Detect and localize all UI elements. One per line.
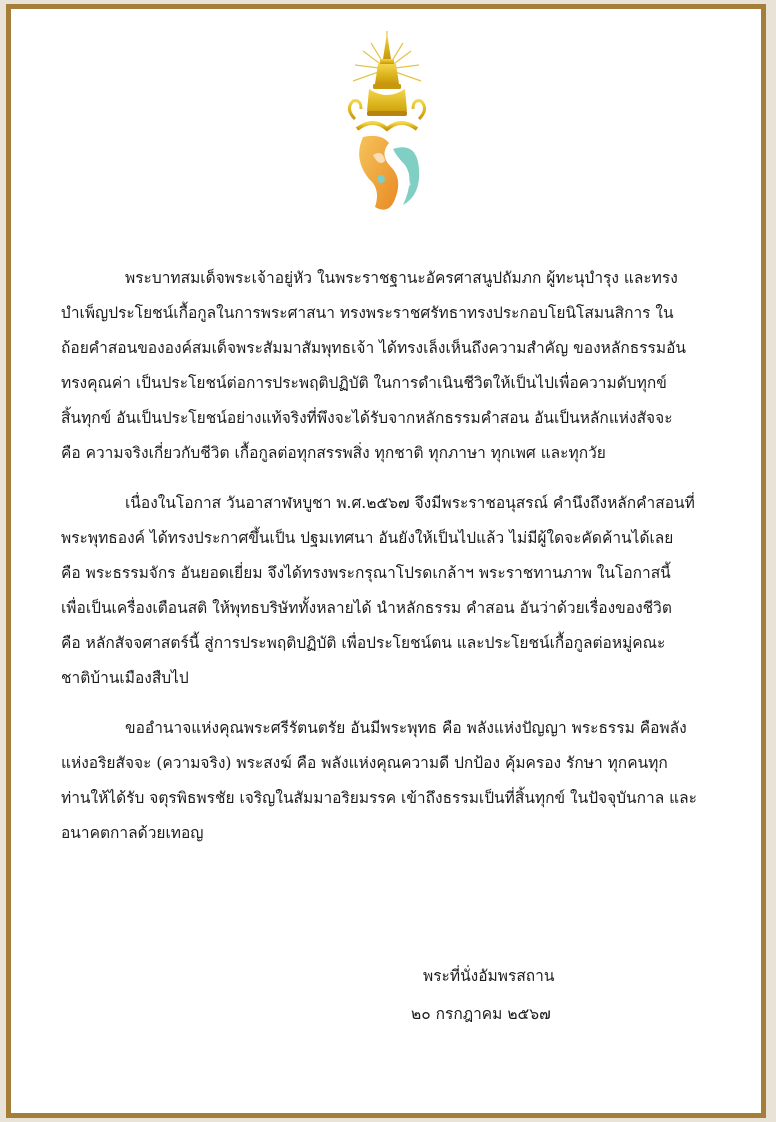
- paragraph-1: [61, 261, 721, 471]
- text-line: คือ พระธรรมจักร อันยอดเยี่ยม จึงได้ทรงพระกรุณาโปรดเกล้าฯ พระราชทานภาพ ในโอกาสนี้: [61, 564, 671, 582]
- letter-body: [61, 261, 721, 851]
- text-line: คือ ความจริงเกี่ยวกับชีวิต เกื้อกูลต่อทุกสรรพสิ่ง ทุกชาติ ทุกภาษา ทุกเพศ และทุกวัย: [61, 444, 606, 462]
- text-line: คือ หลักสัจจศาสตร์นี้ สู่การประพฤติปฏิบัติ เพื่อประโยชน์ตน และประโยชน์เกื้อกูลต่อหมู่คณะ: [61, 634, 666, 652]
- text-line: ถ้อยคำสอนขององค์สมเด็จพระสัมมาสัมพุทธเจ้า ได้ทรงเล็งเห็นถึงความสำคัญ ของหลักธรรมอัน: [61, 339, 686, 357]
- text-line: ทรงคุณค่า เป็นประโยชน์ต่อการประพฤติปฏิบัติ ในการดำเนินชีวิตให้เป็นไปเพื่อความดับทุกข์: [61, 374, 667, 392]
- text-line: แห่งอริยสัจจะ (ความจริง) พระสงฆ์ คือ พลังแห่งคุณความดี ปกป้อง คุ้มครอง รักษา ทุกคนทุก: [61, 754, 668, 772]
- paragraph-2: [61, 486, 721, 696]
- text-line: ขออำนาจแห่งคุณพระศรีรัตนตรัย อันมีพระพุทธ คือ พลังแห่งปัญญา พระธรรม คือพลัง: [125, 719, 687, 737]
- royal-emblem-icon: [333, 29, 441, 219]
- text-line: บำเพ็ญประโยชน์เกื้อกูลในการพระศาสนา ทรงพระราชศรัทธาทรงประกอบโยนิโสมนสิการ ใน: [61, 304, 674, 322]
- text-line: พระพุทธองค์ ได้ทรงประกาศขึ้นเป็น ปฐมเทศนา อันยังให้เป็นไปแล้ว ไม่มีผู้ใดจะคัดค้านได้เลย: [61, 529, 674, 547]
- text-line: เพื่อเป็นเครื่องเตือนสติ ให้พุทธบริษัททั้งหลายได้ นำหลักธรรม คำสอน อันว่าด้วยเรื่องของชีวิต: [61, 599, 672, 617]
- signature-block: [411, 957, 611, 1033]
- text-line: ชาติบ้านเมืองสืบไป: [61, 669, 189, 687]
- signature-place: พระที่นั่งอัมพรสถาน: [423, 967, 555, 985]
- text-line: อนาคตกาลด้วยเทอญ: [61, 824, 204, 842]
- letter-page: [6, 4, 766, 1118]
- text-line: เนื่องในโอกาส วันอาสาฬหบูชา พ.ศ.๒๕๖๗ จึงมีพระราชอนุสรณ์ คำนึงถึงหลักคำสอนที่: [125, 494, 695, 512]
- paragraph-3: [61, 711, 721, 851]
- text-line: ท่านให้ได้รับ จตุรพิธพรชัย เจริญในสัมมาอริยมรรค เข้าถึงธรรมเป็นที่สิ้นทุกข์ ในปัจจุบันกาล และ: [61, 789, 697, 807]
- text-line: สิ้นทุกข์ อันเป็นประโยชน์อย่างแท้จริงที่พึงจะได้รับจากหลักธรรมคำสอน อันเป็นหลักแห่งสัจจะ: [61, 409, 673, 427]
- text-line: พระบาทสมเด็จพระเจ้าอยู่หัว ในพระราชฐานะอัครศาสนูปถัมภก ผู้ทะนุบำรุง และทรง: [125, 269, 678, 287]
- signature-date: ๒๐ กรกฎาคม ๒๕๖๗: [411, 1005, 551, 1023]
